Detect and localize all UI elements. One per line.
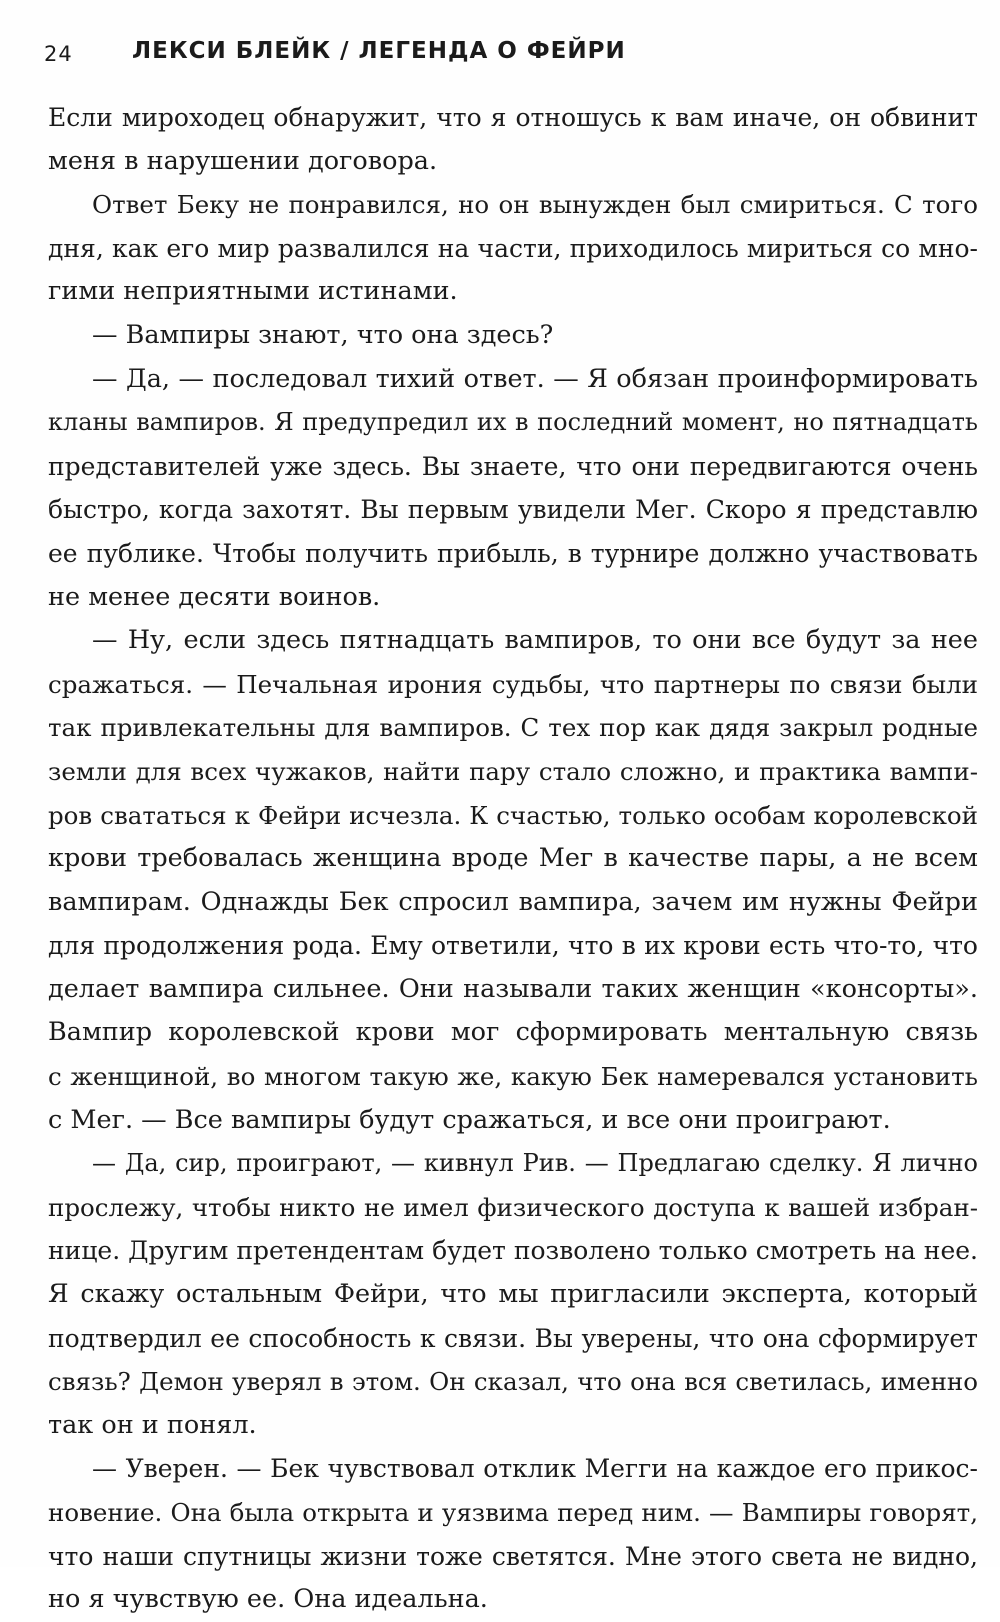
text-line: — Вампиры знают, что она здесь? bbox=[92, 319, 554, 350]
text-line: подтвердил ее способность к связи. Вы уверены, что она сформирует bbox=[48, 1323, 978, 1353]
text-line: — Да, — последовал тихий ответ. — Я обязан проинформировать bbox=[92, 363, 978, 394]
text-line: нице. Другим претендентам будет позволено только смотреть на нее. bbox=[48, 1236, 978, 1266]
text-line: так привлекательны для вампиров. С тех пор как дядя закрыл родные bbox=[48, 713, 978, 743]
text-line: с женщиной, во многом такую же, какую Бек намеревался установить bbox=[48, 1062, 978, 1092]
text-line: что наши спутницы жизни тоже светятся. Мне этого света не видно, bbox=[48, 1541, 978, 1571]
body-text bbox=[48, 96, 978, 1622]
text-line: Если мироходец обнаружит, что я отношусь к вам иначе, он обвинит bbox=[48, 103, 978, 132]
running-header bbox=[44, 36, 984, 76]
text-line: ее публике. Чтобы получить прибыль, в турнире должно участвовать bbox=[48, 538, 978, 568]
text-line: Ответ Беку не понравился, но он вынужден был смириться. С того bbox=[92, 190, 978, 220]
text-line: гими неприятными истинами. bbox=[48, 276, 458, 307]
text-line: связь? Демон уверял в этом. Он сказал, что она вся светилась, именно bbox=[48, 1367, 978, 1397]
text-line: — Уверен. — Бек чувствовал отклик Мегги на каждое его прикос- bbox=[92, 1454, 978, 1484]
text-line: кланы вампиров. Я предупредил их в последний момент, но пятнадцать bbox=[48, 408, 978, 437]
text-line: делает вампира сильнее. Они называли таких женщин «консорты». bbox=[48, 973, 978, 1004]
running-title: ЛЕКСИ БЛЕЙК / ЛЕГЕНДА О ФЕЙРИ bbox=[132, 38, 626, 64]
text-line: новение. Она была открыта и уязвима перед ним. — Вампиры говорят, bbox=[48, 1498, 978, 1527]
text-line: — Да, сир, проиграют, — кивнул Рив. — Предлагаю сделку. Я лично bbox=[92, 1149, 978, 1178]
text-line: ров свататься к Фейри исчезла. К счастью, только особам королевской bbox=[48, 800, 978, 830]
text-line: меня в нарушении договора. bbox=[48, 145, 438, 176]
text-line: прослежу, чтобы никто не имел физического доступа к вашей избран- bbox=[48, 1192, 978, 1222]
text-line: не менее десяти воинов. bbox=[48, 581, 381, 612]
text-line: сражаться. — Печальная ирония судьбы, что партнеры по связи были bbox=[48, 669, 978, 699]
text-line: земли для всех чужаков, найти пару стало сложно, и практика вампи- bbox=[48, 756, 978, 786]
text-line: для продолжения рода. Ему ответили, что в их крови есть что-то, что bbox=[48, 931, 978, 961]
text-line: но я чувствую ее. Она идеальна. bbox=[48, 1584, 488, 1615]
text-line: Я скажу остальным Фейри, что мы пригласили эксперта, который bbox=[48, 1279, 978, 1310]
text-line: быстро, когда захотят. Вы первым увидели Мег. Скоро я представлю bbox=[48, 495, 978, 525]
text-line: дня, как его мир развалился на части, приходилось мириться со мно- bbox=[48, 233, 978, 263]
page-number: 24 bbox=[44, 42, 73, 66]
text-line: крови требовалась женщина вроде Мег в качестве пары, а не всем bbox=[48, 843, 978, 874]
text-line: так он и понял. bbox=[48, 1409, 257, 1440]
text-line: Вампир королевской крови мог сформировать ментальную связь bbox=[48, 1017, 978, 1048]
text-line: вампирам. Однажды Бек спросил вампира, зачем им нужны Фейри bbox=[48, 886, 978, 917]
text-line: — Ну, если здесь пятнадцать вампиров, то они все будут за нее bbox=[92, 625, 978, 656]
text-line: с Мег. — Все вампиры будут сражаться, и все они проиграют. bbox=[48, 1104, 891, 1135]
text-line: представителей уже здесь. Вы знаете, что они передвигаются очень bbox=[48, 451, 978, 481]
